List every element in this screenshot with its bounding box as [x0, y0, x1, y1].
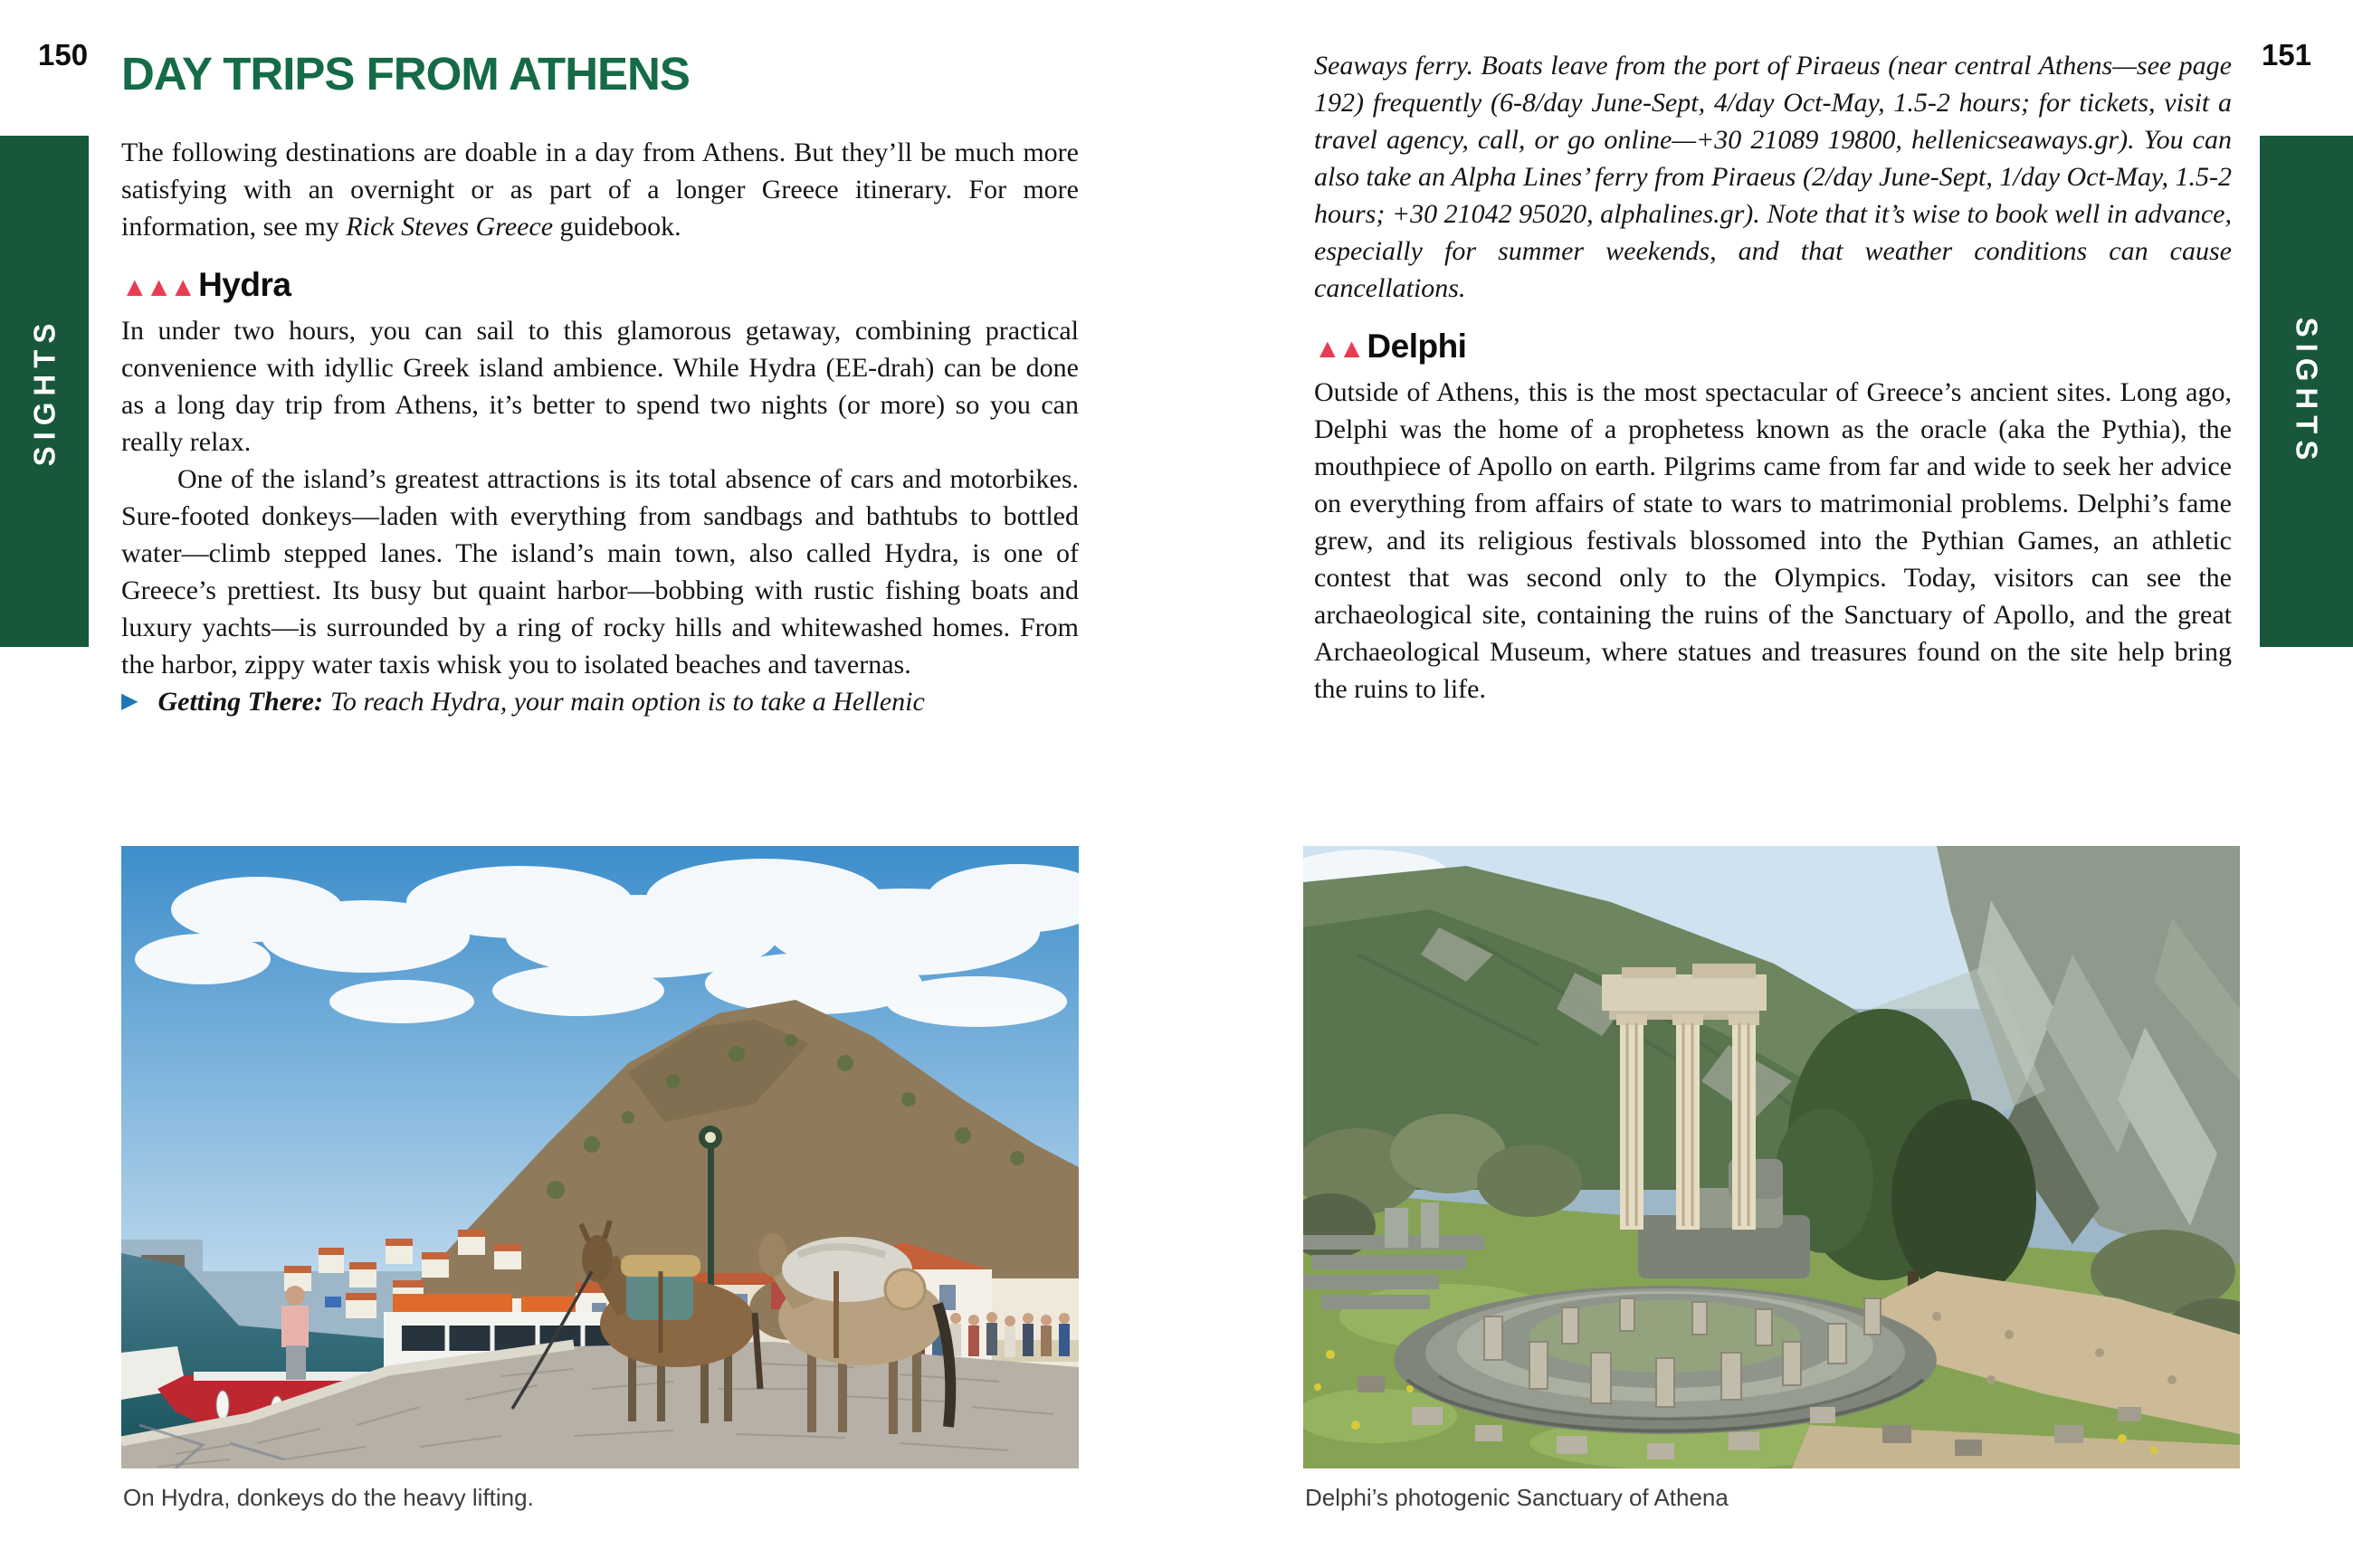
- intro-paragraph: The following destinations are doable in a day from Athens. But they’ll be much more satisfying with an overnight or as part of a longer Greece itinerary. For more information, see my Rick Steves Greece guidebook.: [121, 138, 1079, 242]
- delphi-heading: [1314, 328, 2232, 367]
- hydra-photo: [121, 846, 1079, 1468]
- delphi-heading-label: Delphi: [1367, 328, 1467, 365]
- columns: [1616, 1014, 1759, 1230]
- delphi-paragraph: Outside of Athens, this is the most spectacular of Greece’s ancient sites. Long ago, Delphi was the home of a prophetess known as the oracle (aka the Pythia), the mouthpiece of Apollo on earth. Pilgrims came from far and wide to seek her advice on everything from affairs of state to wars to matrimonial problems. Delphi’s fame grew, and its religious festivals blossomed into the Pythian Games, an athletic contest that was second only to the Olympics. Today, visitors can see the archaeological site, containing the ruins of the Sanctuary of Apollo, and the great Archaeological Museum, where statues and treasures found on the site help bring the ruins to life.: [1314, 377, 2232, 704]
- getting-there-line: [121, 683, 1079, 720]
- sights-tab-left-label: SIGHTS: [27, 317, 62, 466]
- getting-there-text: To reach Hydra, your main option is to take a Hellenic: [329, 687, 925, 717]
- page-number-left: 150: [38, 38, 89, 71]
- delphi-photo: [1303, 846, 2240, 1468]
- hydra-heading-label: Hydra: [198, 266, 291, 303]
- delphi-photo-caption: Delphi’s photogenic Sanctuary of Athena: [1305, 1484, 1729, 1511]
- hydra-paragraph-1: In under two hours, you can sail to this glamorous getaway, combining practical convenience with idyllic Greek island ambience. While Hydra (EE-drah) can be done as a long day trip from Athens, it’s better to spend two nights (or more) so you can really relax.: [121, 316, 1079, 457]
- left-page-text-column: [121, 134, 1079, 720]
- entablature: [1602, 974, 1767, 1011]
- rating-triangles-hydra: ▲▲▲: [121, 272, 195, 302]
- sights-tab-right: [2260, 136, 2353, 647]
- sights-tab-right-label: SIGHTS: [2290, 317, 2324, 466]
- hydra-heading: [121, 267, 1079, 306]
- getting-there-bullet-icon: ▶: [121, 689, 138, 713]
- continuation-paragraph: Seaways ferry. Boats leave from the port of Piraeus (near central Athens—see page 192) frequently (6-8/day June-Sept, 4/day Oct-May, 1.5-2 hours; for tickets, visit a travel agency, call, or go online—+30 21089 19800, hellenicseaways.gr). You can also take an Alpha Lines’ ferry from Piraeus (2/day June-Sept, 1/day Oct-May, 1.5-2 hours; +30 21042 95020, alphalines.gr). Note that it’s wise to book well in advance, especially for summer weekends, and that weather conditions can cause cancellations.: [1314, 51, 2232, 303]
- right-page-text-column: [1314, 47, 2232, 708]
- hydra-photo-caption: On Hydra, donkeys do the heavy lifting.: [123, 1484, 534, 1511]
- hydra-paragraph-2: One of the island’s greatest attractions is its total absence of cars and motorbikes. Sure-footed donkeys—laden with everything from sandbags and bathtubs to bottled water—climb stepped lanes. The island’s main town, also called Hydra, is one of Greece’s prettiest. Its busy but quaint harbor—bobbing with rustic fishing boats and luxury yachts—is surrounded by a ring of rocky hills and whitewashed homes. From the harbor, zippy water taxis whisk you to isolated beaches and tavernas.: [121, 464, 1079, 679]
- greek-flag: [325, 1297, 341, 1307]
- rating-triangles-delphi: ▲▲: [1314, 334, 1363, 364]
- sights-tab-left: [0, 136, 89, 647]
- getting-there-label: Getting There:: [157, 687, 323, 717]
- book-title-italic: Rick Steves Greece: [346, 212, 554, 242]
- page-number-right: 151: [2261, 38, 2311, 71]
- page-title: DAY TRIPS FROM ATHENS: [121, 48, 690, 100]
